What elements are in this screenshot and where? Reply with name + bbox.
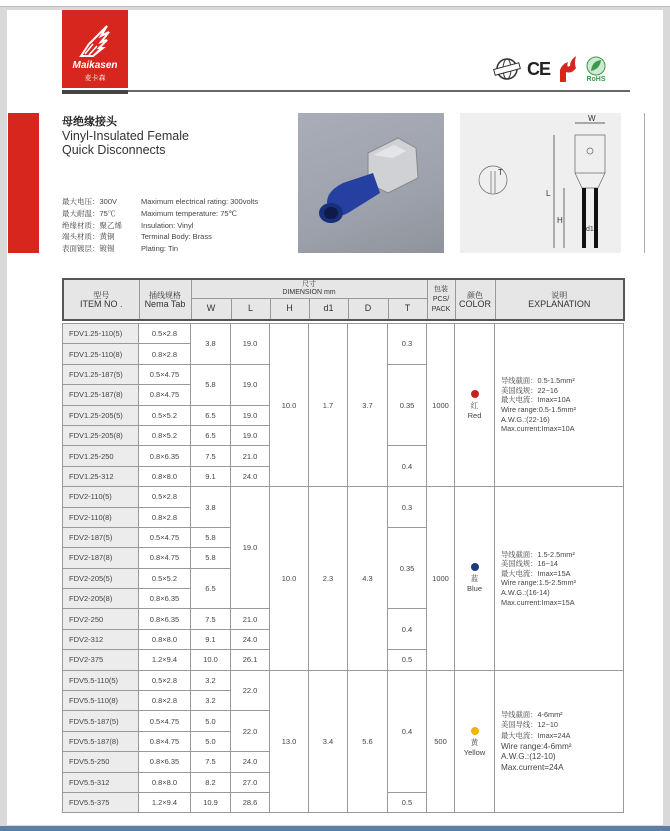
col-expl-en: EXPLANATION (528, 298, 591, 309)
item-no: FDV5.5-110(5) (63, 670, 139, 690)
item-no: FDV5.5-250 (63, 752, 139, 772)
dim-w: 6.5 (191, 425, 231, 445)
nema-tab: 0.5×2.8 (139, 487, 191, 507)
terminal-drawing-icon (460, 113, 621, 253)
expl-line: 最大电流：Imax=24A (501, 730, 571, 740)
nema-tab: 0.8×6.35 (139, 589, 191, 609)
nema-tab: 0.5×4.75 (139, 527, 191, 547)
col-tab-en: Nema Tab (144, 298, 186, 309)
dim-w: 5.8 (191, 548, 231, 568)
spec-en: Terminal Body: Brass (141, 232, 212, 242)
spec-item (62, 243, 258, 255)
red-dot-icon (471, 390, 479, 398)
explanation (495, 487, 624, 671)
pack-qty: 1000 (427, 487, 455, 671)
item-no: FDV1.25-205(8) (63, 425, 139, 445)
expl-line: Max.current:Imax=10A (501, 424, 575, 434)
nema-tab: 0.5×2.8 (139, 670, 191, 690)
item-no: FDV1.25-187(8) (63, 385, 139, 405)
nema-tab: 0.5×2.8 (139, 324, 191, 344)
dim-l: 19.0 (231, 364, 270, 405)
dim-l: 19.0 (231, 324, 270, 365)
dim-L: L (546, 189, 551, 198)
dim-h: 10.0 (270, 324, 309, 487)
col-T: T (388, 298, 427, 320)
col-H: H (270, 298, 309, 320)
dim-w: 5.0 (191, 731, 231, 751)
item-no: FDV1.25-110(5) (63, 324, 139, 344)
nema-tab: 1.2×9.4 (139, 650, 191, 670)
col-dimension (191, 279, 427, 298)
col-D: D (348, 298, 388, 320)
color-cn: 黄 (470, 737, 479, 747)
nema-tab: 0.8×2.8 (139, 507, 191, 527)
yellow-dot-icon (471, 727, 479, 735)
brand-name: Maikasen (72, 60, 118, 71)
expl-line: Max.current:Imax=15A (501, 597, 575, 607)
pack-qty: 500 (427, 670, 455, 813)
nema-tab: 0.5×4.75 (139, 711, 191, 731)
dim-w: 7.5 (191, 446, 231, 466)
product-photo (298, 113, 444, 253)
col-color (455, 279, 495, 320)
col-tab (139, 279, 191, 320)
col-dim-en: DIMENSION mm (282, 288, 336, 296)
bottom-bar (0, 826, 670, 831)
nema-tab: 0.8×4.75 (139, 385, 191, 405)
dim-w: 9.1 (191, 629, 231, 649)
col-item-en: ITEM NO . (80, 298, 123, 309)
expl-line: 最大电流：Imax=15A (501, 568, 571, 578)
dim-w: 5.8 (191, 527, 231, 547)
product-title (62, 113, 189, 157)
nema-tab: 0.8×2.8 (139, 691, 191, 711)
col-expl-cn: 说明 (551, 290, 568, 300)
dim-d1: 1.7 (309, 324, 348, 487)
dim-w: 3.2 (191, 691, 231, 711)
item-no: FDV2-205(8) (63, 589, 139, 609)
dim-t: 0.5 (388, 650, 427, 670)
dim-w: 5.0 (191, 711, 231, 731)
nema-tab: 0.5×5.2 (139, 405, 191, 425)
spec-cn: 最大耐温：75℃ (62, 208, 116, 218)
dim-t: 0.4 (388, 446, 427, 487)
expl-line: Wire range:4-6mm² (501, 741, 572, 751)
dim-l: 19.0 (231, 425, 270, 445)
expl-line: Wire range:0.5-1.5mm² (501, 405, 577, 415)
nema-tab: 0.5×4.75 (139, 364, 191, 384)
spec-item (62, 196, 258, 208)
expl-line: Max.current=24A (501, 762, 564, 772)
spec-list (62, 196, 258, 255)
dim-t: 0.35 (388, 364, 427, 446)
blue-dot-icon (471, 563, 479, 571)
col-pack-en1: PCS/ (432, 295, 450, 303)
spec-en: Plating: Tin (141, 244, 179, 254)
spec-en: Maximum electrical rating: 300volts (141, 197, 259, 206)
nema-tab: 0.8×8.0 (139, 466, 191, 486)
explanation (495, 324, 624, 487)
item-no: FDV2-312 (63, 629, 139, 649)
spec-table-header (62, 278, 625, 321)
dim-d: 5.6 (348, 670, 388, 813)
dim-d1: 2.3 (309, 487, 348, 671)
spec-cn: 最大电压：300V (62, 197, 118, 206)
expl-line: 导线截面：0.5-1.5mm² (501, 376, 575, 386)
table-row (63, 670, 624, 690)
dim-t: 0.4 (388, 609, 427, 650)
col-dim-cn: 尺寸 (302, 280, 316, 288)
color-cell (455, 670, 495, 813)
color-en: Yellow (463, 747, 486, 757)
item-no: FDV1.25-187(5) (63, 364, 139, 384)
nema-tab: 0.8×8.0 (139, 629, 191, 649)
spec-item (62, 231, 258, 243)
dim-d1: d1 (586, 226, 594, 233)
expl-line: 最大电流：Imax=10A (501, 395, 571, 405)
dimension-drawing (460, 113, 621, 253)
spec-cn: 绝缘材质：聚乙烯 (62, 220, 122, 230)
dim-t: 0.3 (388, 487, 427, 528)
dim-w: 5.8 (191, 364, 231, 405)
table-row (63, 487, 624, 507)
table-row (63, 324, 624, 344)
col-color-cn: 颜色 (467, 290, 483, 300)
title-en-line1: Vinyl-Insulated Female (62, 129, 189, 143)
section-accent-bar (8, 113, 39, 253)
spec-en: Insulation: Vinyl (141, 220, 194, 230)
dim-l: 26.1 (231, 650, 270, 670)
rohs-icon (584, 56, 608, 82)
col-L: L (231, 298, 270, 320)
col-pack-en2: PACK (431, 305, 451, 313)
expl-line: A.W.G.:(12-10) (501, 752, 556, 762)
nema-tab: 0.8×6.35 (139, 446, 191, 466)
dim-l: 21.0 (231, 609, 270, 629)
dim-t: 0.35 (388, 527, 427, 609)
dim-l: 24.0 (231, 466, 270, 486)
nema-tab: 0.8×2.8 (139, 344, 191, 364)
item-no: FDV5.5-110(8) (63, 691, 139, 711)
dim-w: 9.1 (191, 466, 231, 486)
nema-tab: 0.8×6.35 (139, 609, 191, 629)
dim-h: 13.0 (270, 670, 309, 813)
dim-l: 24.0 (231, 752, 270, 772)
expl-line: A.W.G.:(16-14) (501, 587, 550, 597)
logo-underbar (62, 90, 128, 94)
color-cell (455, 324, 495, 487)
dim-h: 10.0 (270, 487, 309, 671)
spec-en: Maximum temperature: 75℃ (141, 208, 237, 218)
spec-cn: 端头材质：黄铜 (62, 232, 115, 242)
spec-item (62, 208, 258, 220)
col-color-en: COLOR (458, 298, 491, 309)
dim-w: 8.2 (191, 772, 231, 792)
divider (644, 113, 645, 253)
brand-name-cn: 麦卡森 (84, 75, 106, 82)
dim-d1: 3.4 (309, 670, 348, 813)
dim-T: T (498, 168, 503, 177)
dim-w: 6.5 (191, 568, 231, 609)
dim-l: 28.6 (231, 792, 270, 812)
dim-H: H (557, 216, 563, 225)
dim-d: 3.7 (348, 324, 388, 487)
dim-w: 7.5 (191, 752, 231, 772)
color-en: Red (467, 411, 482, 421)
dim-l: 19.0 (231, 405, 270, 425)
item-no: FDV5.5-187(5) (63, 711, 139, 731)
top-strip (0, 0, 670, 7)
item-no: FDV1.25-110(8) (63, 344, 139, 364)
expl-line: A.W.G.:(22-16) (501, 414, 550, 424)
col-explanation (495, 279, 624, 320)
nema-tab: 1.2×9.4 (139, 792, 191, 812)
color-en: Blue (466, 584, 482, 594)
title-cn: 母绝缘接头 (62, 116, 117, 128)
nema-tab: 0.8×4.75 (139, 731, 191, 751)
item-no: FDV5.5-312 (63, 772, 139, 792)
title-en-line2: Quick Disconnects (62, 143, 166, 157)
nema-tab: 0.8×8.0 (139, 772, 191, 792)
pack-qty: 1000 (427, 324, 455, 487)
dim-l: 24.0 (231, 629, 270, 649)
header-rule (128, 90, 630, 92)
col-pack (427, 279, 455, 320)
ccc-flame-icon (556, 56, 578, 82)
brand-logo (62, 10, 128, 88)
dim-w: 7.5 (191, 609, 231, 629)
dim-w: 3.2 (191, 670, 231, 690)
nema-tab: 0.8×5.2 (139, 425, 191, 445)
expl-line: 美国线规：22~16 (501, 385, 558, 395)
nema-tab: 0.8×6.35 (139, 752, 191, 772)
dim-l: 22.0 (231, 670, 270, 711)
expl-line: 导线截面：1.5-2.5mm² (501, 549, 575, 559)
item-no: FDV5.5-375 (63, 792, 139, 812)
col-pack-cn: 包装 (434, 285, 448, 293)
dim-w: 3.8 (191, 324, 231, 365)
color-cn: 红 (470, 401, 479, 411)
item-no: FDV2-187(5) (63, 527, 139, 547)
dim-t: 0.5 (388, 792, 427, 812)
svg-text:RoHS: RoHS (586, 76, 606, 82)
spec-table-body (62, 323, 624, 813)
col-item-cn: 型号 (93, 290, 110, 300)
explanation (495, 670, 624, 813)
spec-item (62, 220, 258, 232)
dim-d: 4.3 (348, 487, 388, 671)
dim-t: 0.3 (388, 324, 427, 365)
expl-line: 美国导线：12~10 (501, 720, 558, 730)
item-no: FDV2-187(8) (63, 548, 139, 568)
ce-mark-icon: CE (527, 58, 551, 79)
item-no: FDV2-375 (63, 650, 139, 670)
terminal-photo-icon (298, 113, 444, 253)
item-no: FDV2-205(5) (63, 568, 139, 588)
wing-logo-icon (79, 24, 111, 58)
nema-tab: 0.8×4.75 (139, 548, 191, 568)
col-d1: d1 (309, 298, 348, 320)
col-tab-cn: 插线规格 (149, 290, 181, 300)
dim-W: W (588, 114, 596, 123)
col-item (63, 279, 139, 320)
dim-l: 22.0 (231, 711, 270, 752)
dim-w: 6.5 (191, 405, 231, 425)
catalog-page (7, 10, 663, 825)
col-W: W (191, 298, 231, 320)
item-no: FDV2-250 (63, 609, 139, 629)
item-no: FDV1.25-250 (63, 446, 139, 466)
certification-icons (493, 54, 608, 84)
expl-line: Wire range:1.5-2.5mm² (501, 578, 577, 588)
expl-line: 导线截面：4-6mm² (501, 709, 563, 719)
dim-l: 21.0 (231, 446, 270, 466)
dim-t: 0.4 (388, 670, 427, 792)
item-no: FDV1.25-205(5) (63, 405, 139, 425)
item-no: FDV2-110(5) (63, 487, 139, 507)
item-no: FDV1.25-312 (63, 466, 139, 486)
spec-cn: 表面镀层：镀锡 (62, 244, 115, 254)
item-no: FDV5.5-187(8) (63, 731, 139, 751)
dim-l: 19.0 (231, 487, 270, 609)
nema-tab: 0.5×5.2 (139, 568, 191, 588)
dim-w: 10.9 (191, 792, 231, 812)
expl-line: 美国线规：16~14 (501, 559, 558, 569)
world-cert-icon (493, 57, 521, 81)
dim-l: 27.0 (231, 772, 270, 792)
dim-w: 10.0 (191, 650, 231, 670)
color-cn: 蓝 (470, 574, 479, 584)
color-cell (455, 487, 495, 671)
item-no: FDV2-110(8) (63, 507, 139, 527)
dim-w: 3.8 (191, 487, 231, 528)
